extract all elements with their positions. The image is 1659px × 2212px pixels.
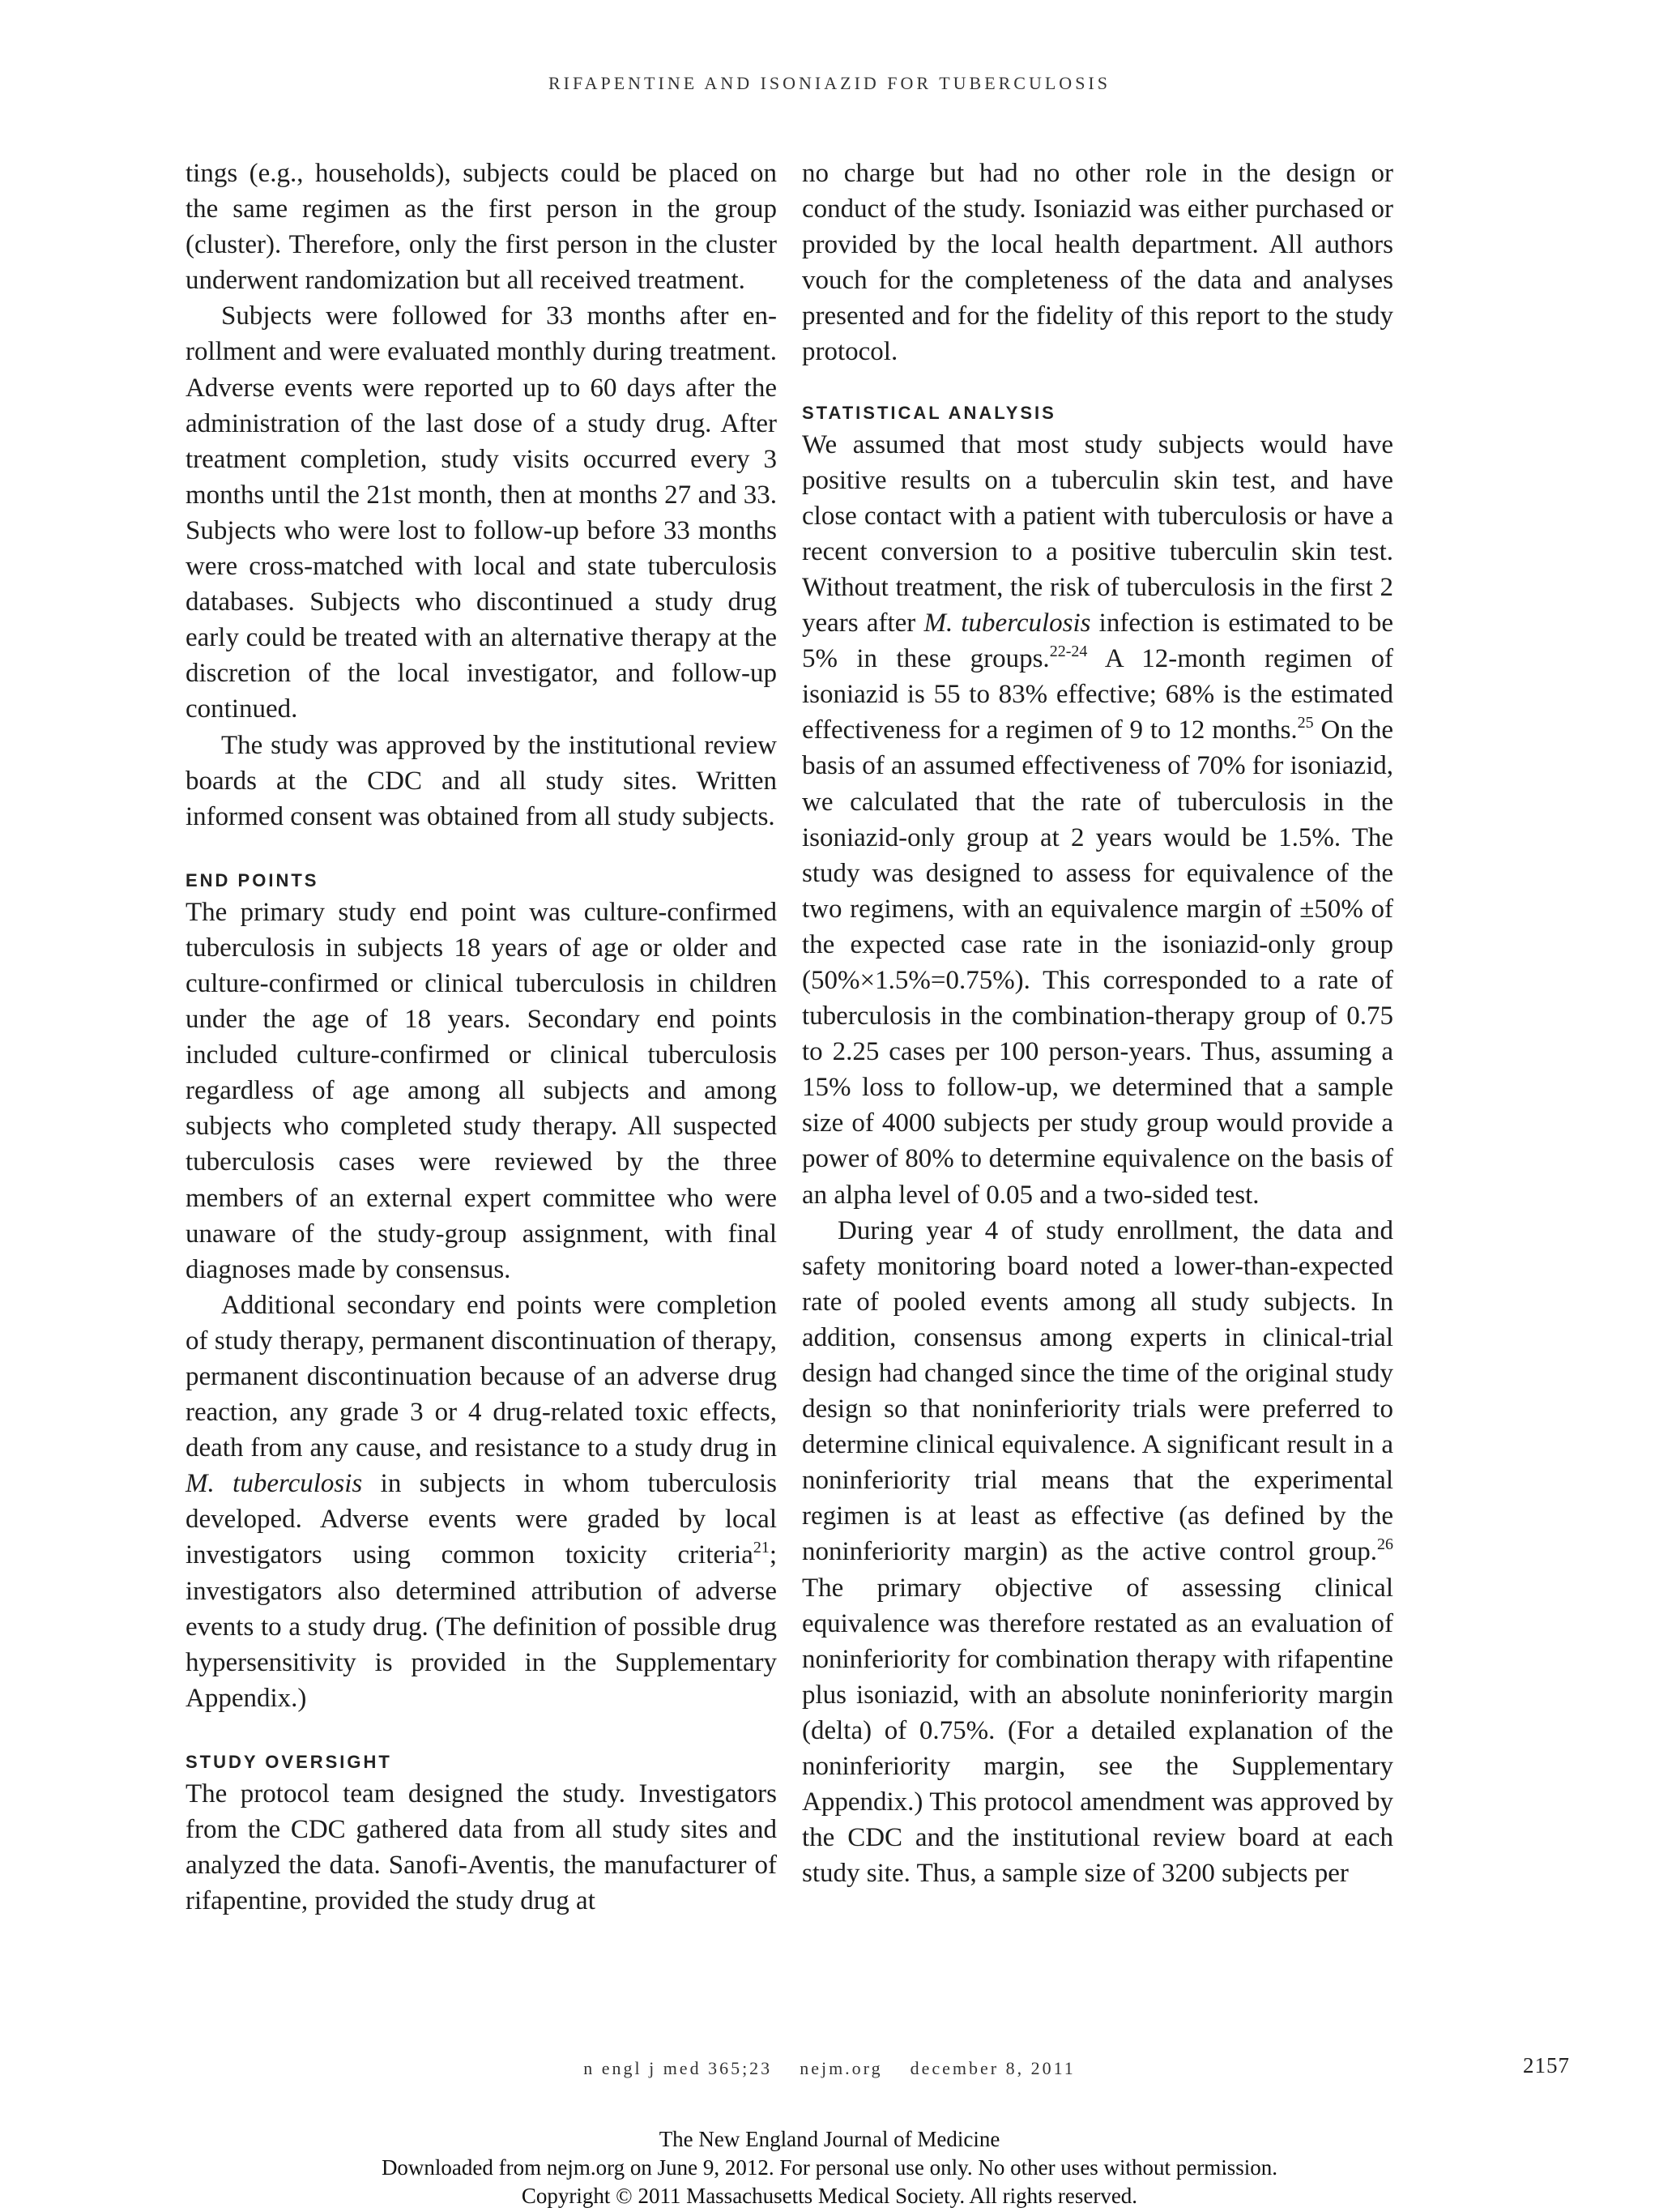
right-column [802,156,1393,1891]
journal-name: The New England Journal of Medicine [659,2127,1000,2151]
left-paragraph-6: The protocol team designed the study. Investigators from the CDC gathered data from all study sites and analyzed the data. Sanofi-Aventis, the manufacturer of rifapentine, provided the study drug at [186,1779,777,1916]
citation-superscript: 21 [753,1539,770,1557]
left-paragraph-3: The study was approved by the institutional review boards at the CDC and all study sites. Written informed consent was obtained from all study subjects. [186,730,777,831]
text-run: ; investigators also determined attribution of adverse events to a study drug. (The definition of possible drug hypersensitivity is provided in the Supplementary Appendix.) [186,1540,777,1713]
left-paragraph-4: The primary study end point was culture-confirmed tuberculosis in subjects 18 years of age or older and culture-confirmed or clinical tuberculosis in children under the age of 18 years. Secondary end points included culture-confirmed or clinical tuberculosis regardless of age among all subjects and among subjects who completed study therapy. All suspected tuberculosis cases were reviewed by the three members of an external expert committee who were unaware of the study-group assignment, with final diagnoses made by consensus. [186,897,777,1284]
text-run: in subjects in whom tuberculosis developed. Adverse events were graded by local investigators using common toxicity criteria [186,1469,777,1570]
left-paragraph-2: Subjects were followed for 33 months after enrollment and were evaluated monthly during treatment. Adverse events were reported up to 60 days after the administration of the last dose of a study drug. After treatment completion, study visits occurred every 3 months until the 21st month, then at months 27 and 33. Subjects who were lost to follow-up before 33 months were cross-matched with local and state tuberculosis databases. Subjects who discontinued a study drug early could be treated with an alternative therapy at the discretion of the local investigator, and follow-up continued. [186,301,777,724]
text-run: On the basis of an assumed effectiveness of 70% for isoniazid, we calculated that the rate of tuberculosis in the isoniazid-only group at 2 years would be 1.5%. The study was designed to assess for equivalence of the two regimens, with an equivalence margin of ±50% of the expected case rate in the isoniazid-only group (50%×1.5%=0.75%). This corresponded to a rate of tuberculosis in the combination-therapy group of 0.75 to 2.25 cases per 100 person-years. Thus, assuming a 15% loss to follow-up, we determined that a sample size of 4000 subjects per study group would provide a power of 80% to determine equivalence on the basis of an alpha level of 0.05 and a two-sided test. [802,715,1393,1210]
right-paragraph-3 [802,1213,1393,1892]
issue-date: december 8, 2011 [910,2058,1076,2078]
journal-website: nejm.org [800,2058,883,2078]
left-paragraph-1: tings (e.g., households), subjects could be placed on the same regimen as the first person in the group (cluster). Therefore, only the first person in the cluster underwent randomization but all received treatment. [186,159,777,296]
text-run: A 12-month regimen of isoniazid is 55 to 83% effective; 68% is the estimated effectiveness for a regimen of 9 to 12 months. [802,644,1393,745]
right-paragraph-1: no charge but had no other role in the design or conduct of the study. Isoniazid was either purchased or provided by the local health department. All authors vouch for the completeness of the data and analyses presented and for the fidelity of this report to the study protocol. [802,159,1393,367]
text-run: We assumed that most study subjects would have positive results on a tuberculin skin test, and have close contact with a patient with tuberculosis or have a recent conversion to a positive tuberculin skin test. Without treatment, the risk of tuberculosis in the first 2 years after [802,429,1393,638]
text-run: Additional secondary end points were completion of study therapy, permanent discontinuation of therapy, permanent discontinuation because of an adverse drug reaction, any grade 3 or 4 drug-related toxic effects, death from any cause, and resistance to a study drug in [186,1290,777,1463]
citation-superscript: 25 [1297,714,1314,732]
italic-species: M. tuberculosis [186,1469,363,1499]
left-paragraph-5 [186,1287,777,1716]
citation-superscript: 22-24 [1049,643,1088,661]
study-oversight-heading: STUDY OVERSIGHT [186,1751,392,1772]
journal-citation: n engl j med 365;23 [583,2058,773,2078]
italic-species: M. tuberculosis [923,609,1091,638]
right-paragraph-2 [802,427,1393,1213]
left-column [186,156,777,1919]
page-number: 2157 [1523,2053,1570,2077]
footer-citation-line [0,2058,1659,2079]
running-head: RIFAPENTINE AND ISONIAZID FOR TUBERCULOSIS [548,73,1111,93]
text-run: During year 4 of study enrollment, the data and safety monitoring board noted a lower-than-expected rate of pooled events among all study subjects. In addition, consensus among experts in clinical-trial design had changed since the time of the original study design so that noninferiority trials were preferred to determine clinical equivalence. A significant result in a noninferiority trial means that the experimental regimen is at least as effective (as defined by the noninferiority margin) as the active control group. [802,1215,1393,1567]
copyright-notice: Copyright © 2011 Massachusetts Medical Society. All rights reserved. [521,2184,1138,2208]
end-points-heading: END POINTS [186,869,319,890]
citation-superscript: 26 [1377,1535,1393,1554]
text-run: The primary objective of assessing clinical equivalence was therefore restated as an evaluation of noninferiority for combination therapy with rifapentine plus isoniazid, with an absolute noninferiority margin (delta) of 0.75%. (For a detailed explanation of the noninferiority margin, see the Supplementary Appendix.) This protocol amendment was approved by the CDC and the institutional review board at each study site. Thus, a sample size of 3200 subjects per [802,1573,1393,1889]
statistical-analysis-heading: STATISTICAL ANALYSIS [802,402,1056,423]
text-run: infection is estimated to be 5% in these groups. [802,609,1393,674]
download-notice: Downloaded from nejm.org on June 9, 2012. For personal use only. No other uses without permission. [381,2155,1278,2180]
